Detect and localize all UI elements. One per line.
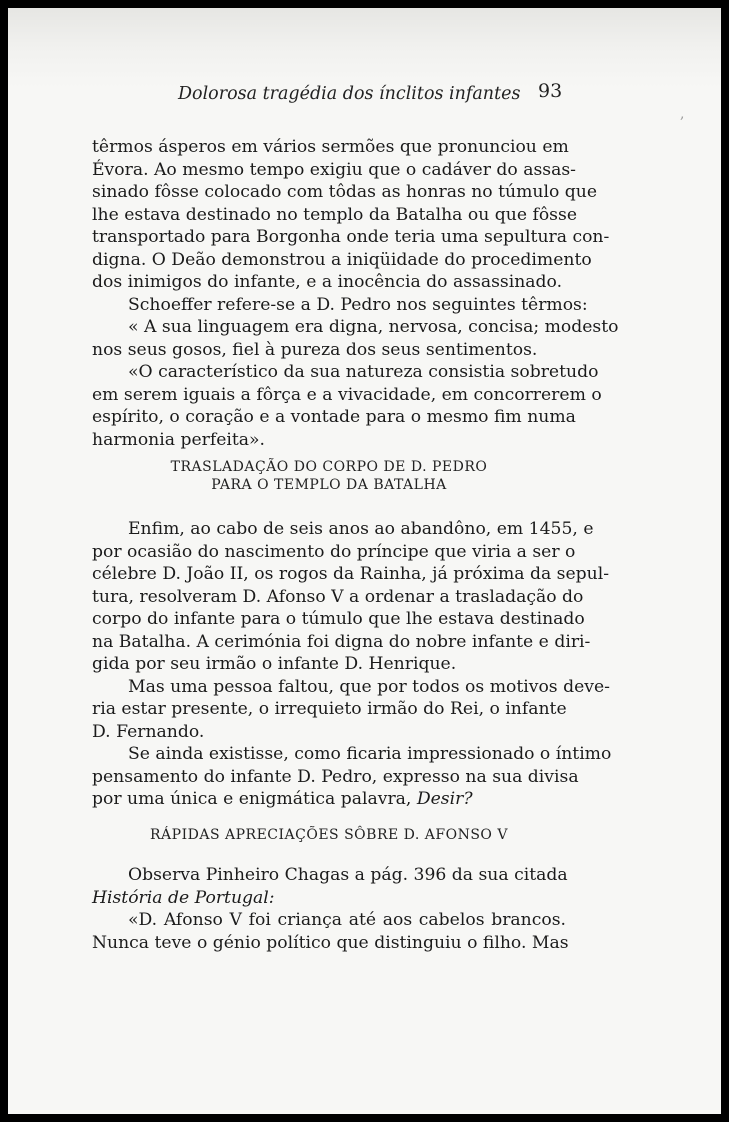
italic-book-title: História de Portugal: <box>92 887 275 908</box>
text-line: corpo do infante para o túmulo que lhe estava destinado <box>92 609 585 629</box>
text-line: «O característico da sua natureza consistia sobretudo <box>128 362 599 382</box>
heading-line: PARA O TEMPLO DA BATALHA <box>211 477 447 493</box>
text-line: Schoeffer refere-se a D. Pedro nos seguintes têrmos: <box>128 294 588 315</box>
section-heading-trasladacao <box>92 458 566 494</box>
text-line: Se ainda existisse, como ficaria impressionado o íntimo <box>128 744 612 764</box>
text-line: têrmos ásperos em vários sermões que pronunciou em <box>92 137 569 157</box>
text-line: D. Fernando. <box>92 721 205 742</box>
heading-line: RÁPIDAS APRECIAÇÕES SÔBRE D. AFONSO V <box>150 827 508 843</box>
text-line: harmonia perfeita». <box>92 429 266 450</box>
paragraph-block-2 <box>92 518 612 811</box>
text-line <box>92 887 566 910</box>
text-line: lhe estava destinado no templo da Batalha ou que fôsse <box>92 204 577 225</box>
text-line: gida por seu irmão o infante D. Henrique. <box>92 654 457 674</box>
text-line: nos seus gosos, fiel à pureza dos seus sentimentos. <box>92 339 538 360</box>
text-line: por ocasião do nascimento do príncipe que viria a ser o <box>92 541 576 562</box>
text-line: tura, resolveram D. Afonso V a ordenar a trasladação do <box>92 586 584 607</box>
text-line: «D. Afonso V foi criança até aos cabelos brancos. <box>128 910 566 930</box>
book-page <box>8 8 721 1114</box>
text-line: digna. O Deão demonstrou a iniqüidade do procedimento <box>92 249 592 270</box>
text-line: Enfim, ao cabo de seis anos ao abandôno, em 1455, e <box>128 519 594 539</box>
text-line: pensamento do infante D. Pedro, expresso na sua divisa <box>92 766 579 787</box>
text-line: sinado fôsse colocado com tôdas as honras no túmulo que <box>92 182 598 202</box>
section-heading-afonso <box>92 826 566 844</box>
text-line: em serem iguais a fôrça e a vivacidade, em concorrerem o <box>92 384 602 405</box>
text-line: Mas uma pessoa faltou, que por todos os motivos deve- <box>128 676 610 697</box>
text-line: na Batalha. A cerimónia foi digna do nobre infante e diri- <box>92 631 591 652</box>
text-line: espírito, o coração e a vontade para o mesmo fim numa <box>92 407 576 427</box>
text-line: dos inimigos do infante, e a inocência do assassinado. <box>92 272 563 292</box>
text-line: Évora. Ao mesmo tempo exigiu que o cadáver do assas- <box>92 159 576 180</box>
text-line <box>92 788 566 811</box>
paragraph-block-3 <box>92 864 569 954</box>
margin-mark: , <box>680 106 685 122</box>
italic-word-desir: Desir? <box>416 789 473 809</box>
text-line: transportado para Borgonha onde teria uma sepultura con- <box>92 227 610 247</box>
text-line: célebre D. João II, os rogos da Rainha, já próxima da sepul- <box>92 564 610 584</box>
paragraph-block-1 <box>92 136 619 451</box>
text-line: Nunca teve o génio político que distinguiu o filho. Mas <box>92 932 569 953</box>
heading-line: TRASLADAÇÃO DO CORPO DE D. PEDRO <box>170 459 488 475</box>
text-line: ria estar presente, o irrequieto irmão do Rei, o infante <box>92 699 567 719</box>
text-line: « A sua linguagem era digna, nervosa, concisa; modesto <box>128 317 619 337</box>
page-header <box>8 80 721 110</box>
running-title: Dolorosa tragédia dos ínclitos infantes <box>178 84 521 104</box>
text-line: Observa Pinheiro Chagas a pág. 396 da sua citada <box>128 865 568 885</box>
text-line-part: por uma única e enigmática palavra, <box>92 789 412 809</box>
page-number: 93 <box>538 80 563 102</box>
